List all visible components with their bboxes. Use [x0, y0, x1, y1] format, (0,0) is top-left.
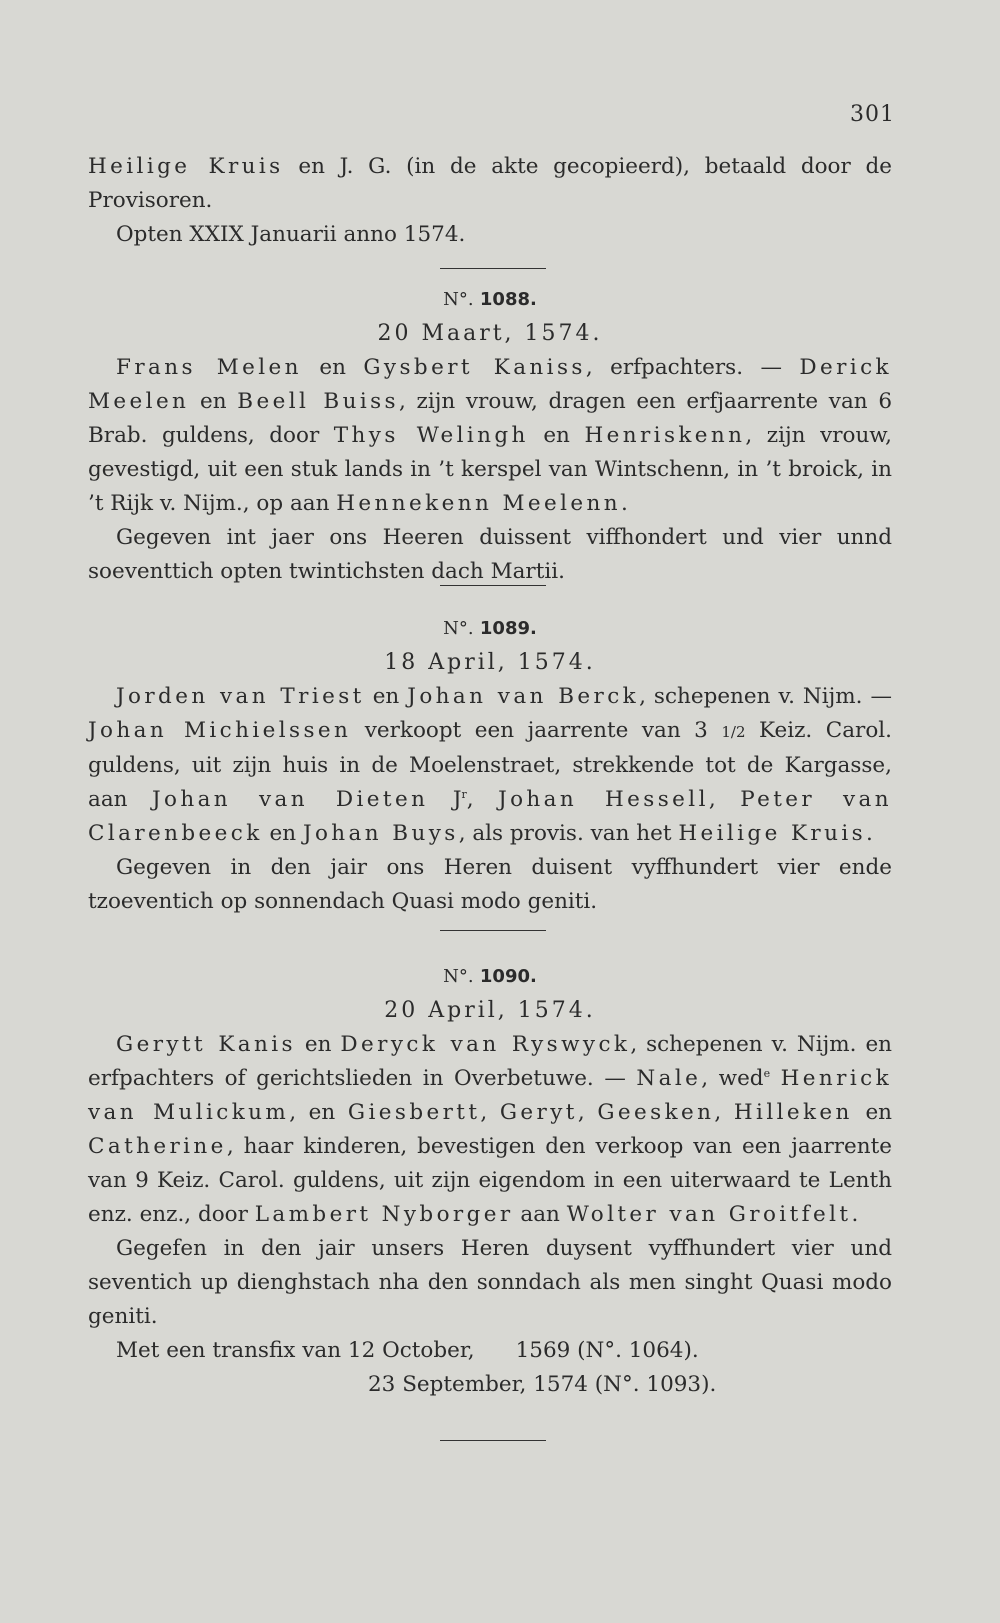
text-run: . [866, 821, 873, 846]
text-run: , schepenen v. Nijm. — [639, 684, 892, 709]
spaced-name: Henriskenn [584, 423, 746, 448]
text-run: , [708, 787, 741, 812]
spaced-name: Deryck van Ryswyck [340, 1032, 631, 1057]
text-run: , schepenen v. Nijm. en erfpachters of gerichtslieden in Overbetuwe. — [88, 1032, 893, 1091]
fraction: 1/2 [721, 723, 746, 741]
superscript: r [461, 787, 467, 801]
intro-date-line: Opten XXIX Januarii anno 1574. [116, 222, 466, 247]
entry-number: N°. 1089. [443, 618, 537, 639]
entry-number: N°. 1088. [443, 289, 537, 310]
text-run: , [714, 1100, 734, 1125]
transfix-line-1: Met een transfix van 12 October, 1569 (N°. 1064). [116, 1338, 699, 1363]
spaced-name: Johan Michielssen [88, 718, 352, 743]
entry-date: 20 April, 1574. [384, 998, 596, 1023]
entry-paragraph [88, 351, 892, 521]
spaced-name: Geryt [499, 1100, 578, 1125]
text-run: . [621, 491, 628, 516]
text-run: en [301, 355, 364, 380]
spaced-name: Johan Buys [302, 821, 459, 846]
text-run: , haar kinderen, bevestigen den verkoop van een jaarrente van 9 Keiz. Carol. guldens, uit zijn eigendom in een uiterwaard te Lenth enz. enz., door [88, 1134, 892, 1227]
spaced-name: Wolter van Groitfelt [566, 1202, 852, 1227]
text-run: Keiz. Carol. guldens, uit zijn huis in de Moelenstraet, strekkende tot de Kargasse, aan [88, 718, 892, 812]
spaced-name: Lambert Nyborger [254, 1202, 514, 1227]
spaced-name: Peter van Clarenbeeck [88, 787, 892, 846]
text-run: , [466, 787, 499, 812]
spaced-name: Catherine [88, 1134, 227, 1159]
text-run: en [189, 389, 238, 414]
divider-4 [440, 1440, 546, 1441]
intro-block [88, 150, 892, 252]
entry-paragraph [88, 1028, 892, 1232]
superscript: e [763, 1066, 771, 1080]
divider-2 [440, 585, 546, 586]
entry-1090 [88, 960, 892, 1402]
text-run: en [852, 1100, 893, 1125]
entry-1088 [88, 283, 892, 589]
text-run: , erfpachters. — [585, 355, 800, 380]
text-run: en [528, 423, 585, 448]
text-run: en [262, 821, 303, 846]
spaced-name: Heilige Kruis [678, 821, 867, 846]
text-run: en [295, 1032, 341, 1057]
text-run: verkoopt een jaarrente van 3 [351, 718, 722, 743]
spaced-name: Geesken [597, 1100, 715, 1125]
spaced-name: Gerytt Kanis [116, 1032, 296, 1057]
entry-1089 [88, 612, 892, 919]
page-number: 301 [850, 102, 895, 127]
text-run: J [428, 787, 462, 812]
text-run: , zijn vrouw, gevestigd, uit een stuk lands in ’t kerspel van Wintschenn, in ’t broick, in ’t Rijk v. Nijm., op aan [88, 423, 892, 516]
spaced-name: Derick Meelen [88, 355, 892, 414]
text-run: , zijn vrouw, dragen een erfjaarrente van 6 Brab. guldens, door [88, 389, 892, 448]
entry-closing: Gegeven int jaer ons Heeren duissent viffhondert und vier unnd soeventtich opten twintichsten dach Martii. [88, 525, 892, 584]
spaced-name: Gysbert Kaniss [363, 355, 586, 380]
entry-closing: Gegeven in den jair ons Heren duisent vyffhundert vier ende tzoeventich op sonnendach Quasi modo geniti. [88, 855, 892, 914]
entry-closing: Gegefen in den jair unsers Heren duysent vyffhundert vier und seventich up dienghstach nha den sonndach als men singht Quasi modo geniti. [88, 1236, 892, 1329]
spaced-name: Johan Hessell [498, 787, 709, 812]
text-run: , [577, 1100, 598, 1125]
text-run: . [851, 1202, 859, 1227]
spaced-name: Giesbertt [347, 1100, 481, 1125]
intro-paragraph [88, 150, 892, 218]
entry-date: 20 Maart, 1574. [377, 321, 603, 346]
spaced-name: Beell Buiss [237, 389, 399, 414]
entry-number: N°. 1090. [443, 966, 537, 987]
entry-date: 18 April, 1574. [384, 650, 596, 675]
divider-1 [440, 268, 546, 269]
spaced-name: Johan van Berck [407, 684, 640, 709]
spaced-name: Jorden van Triest [116, 684, 365, 709]
spaced-name: Hennekenn Meelenn [336, 491, 622, 516]
text-run: , [480, 1100, 500, 1125]
transfix-line-2: 23 September, 1574 (N°. 1093). [368, 1372, 717, 1397]
text-run: , en [289, 1100, 348, 1125]
text-run: en [364, 684, 408, 709]
spaced-name: Hilleken [733, 1100, 853, 1125]
intro-text: en J. G. (in de akte gecopieerd), betaald door de Provisoren. [88, 154, 893, 213]
divider-3 [440, 930, 546, 931]
intro-name: Heilige Kruis [88, 154, 284, 179]
spaced-name: Thys Welingh [333, 423, 529, 448]
text-run: aan [513, 1202, 567, 1227]
spaced-name: Frans Melen [116, 355, 302, 380]
text-run [770, 1066, 781, 1091]
spaced-name: Henrick van Mulickum [88, 1066, 892, 1125]
spaced-name: Johan van Dieten [151, 787, 429, 812]
text-run: , als provis. van het [458, 821, 679, 846]
spaced-name: Nale [636, 1066, 702, 1091]
entry-paragraph [88, 680, 892, 851]
text-run: , wed [701, 1066, 764, 1091]
